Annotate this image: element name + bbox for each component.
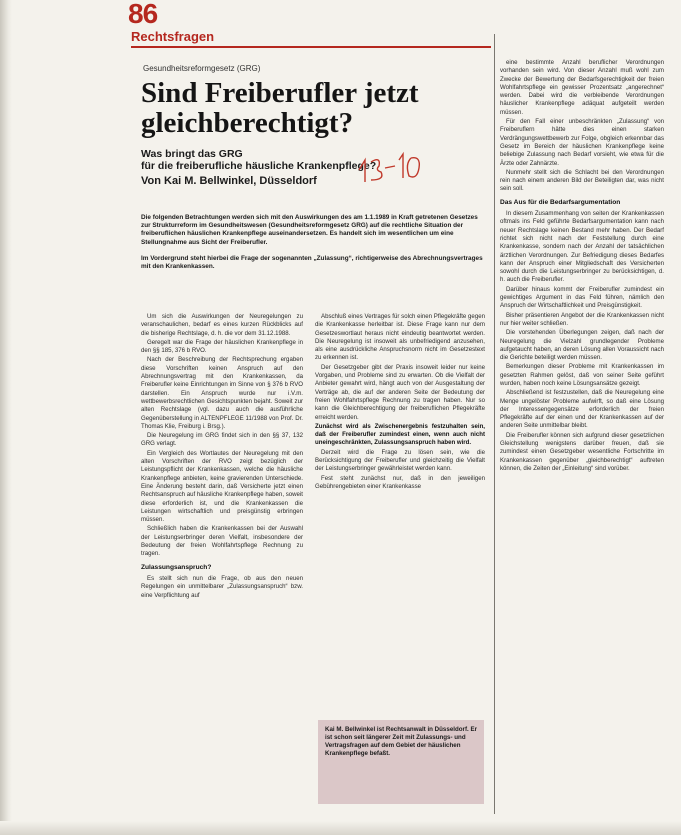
body-paragraph: Der Gesetzgeber gibt der Praxis insoweit leider nur keine Vorgaben, und Probleme sind zu erwarten. Ob die Vielfalt der Anbieter gewahrt wird, hängt auch von der Ausgestaltung der Verträge ab, die auf der anderen Seite der Bedeutung der freien Wohlfahrtspflege Rechnung zu tragen haben. Nur so kann die Gleichberechtigung der freiberuflichen Pflegekräfte erreicht werden. xyxy=(315,363,485,421)
author-info-box: Kai M. Bellwinkel ist Rechtsanwalt in Düsseldorf. Er ist schon seit längerer Zeit mit Zulassungs- und Vertragsfragen auf dem Gebiet der häuslichen Krankenpflege befaßt. xyxy=(318,720,484,804)
section-title: Rechtsfragen xyxy=(131,29,215,44)
body-paragraph: Die Freiberufler können sich aufgrund dieser gesetzlichen Gleichstellung wenigstens darüber freuen, daß sie zumindest einen Gesetzgeber wesentliche Fortschritte im Krankenkassen gegenüber „gleichberechtigt“ auftreten können, die Zeiten der „Einleitung“ sind vorüber. xyxy=(500,431,664,472)
body-paragraph: Die Neuregelung im GRG findet sich in den §§ 37, 132 GRG verlagt. xyxy=(141,432,303,448)
handwritten-note-icon xyxy=(355,148,425,188)
body-paragraph: Abschluß eines Vertrages für solch einen Pflegekräfte gegen die Krankenkasse herleitbar ist. Diese Frage kann nur dem Gesetzeswortlaut heraus nicht eindeutig beantwortet werden. Die Neuregelung ist insoweit als unbefriedigend anzusehen, als eine ausdrückliche Anspruchsnorm nicht im Gesetzestext zu erkennen ist. xyxy=(315,313,485,362)
body-paragraph: Abschließend ist festzustellen, daß die Neuregelung eine Menge ungelöster Probleme aufwirft, so daß eine Lösung der Interessengegensätze erforderlich der freien Pflegekräfte auf der einen und der Krankenkassen auf der anderen Seite unmittelbar bleibt. xyxy=(500,389,664,430)
body-paragraph: Nunmehr stellt sich die Schlacht bei den Verordnungen rein nach einem anderen Bild der Beteiligten dar, was nicht sein soll. xyxy=(500,168,664,193)
body-paragraph: Geregelt war die Frage der häuslichen Krankenpflege in den §§ 185, 376 b RVO. xyxy=(141,338,303,355)
subtitle-line: Was bringt das GRG xyxy=(141,148,243,160)
subheading: Zulassungsanspruch? xyxy=(141,563,212,571)
body-paragraph: In diesem Zusammenhang von seiten der Krankenkassen oftmals ins Feld geführte Bedarfsargumentation kann nach neuer Rechtslage keinen Bestand mehr haben. Der Bedarf richtet sich nicht nach der Feststellung durch eine Krankenkasse, sondern nach der Anzahl der tatsächlichen ärztlichen Verordnungen. Zur Befriedigung dieses Bedarfes kann der Anspruch einer Mitgliedschaft des Versicherten sowohl durch die Leistungserbringer zu berücksichtigen, d. h. auch die Freiberufler. xyxy=(500,210,664,284)
lead-paragraph: Die folgenden Betrachtungen werden sich mit den Auswirkungen des am 1.1.1989 in Kraft getretenen Gesetzes zur Strukturreform im Gesundheitswesen (Gesundheitsreformgesetz GRG) auf die rechtliche Situation der freiberuflichen häuslichen Krankenpflege auseinandersetzen. Es handelt sich im wesentlichen um eine Stellungnahme aus Sicht der Freiberufler. xyxy=(141,214,478,246)
body-paragraph: eine bestimmte Anzahl beruflicher Verordnungen vorhanden sein wird. Von dieser Anzahl muß wohl zum Zwecke der Bewertung der Bedarfsgerechtigkeit der freien Wohlfahrtspflege ein gewisser Prozentsatz „angerechnet“ werden. Dabei wird die verbleibende Verordnungen häuslicher Krankenpflege adäquat aufgeteilt werden müssen. xyxy=(500,59,664,116)
section-divider xyxy=(131,46,491,48)
body-paragraph: Bemerkungen dieser Probleme mit Krankenkassen im gesetzten Rahmen gelöst, daß von seiner Seite geführt wurden, haben noch keine Lösungsansätze gezeigt. xyxy=(500,363,664,387)
text-column-1 xyxy=(141,313,303,601)
text-column-2 xyxy=(315,313,485,492)
body-paragraph: Die vorstehenden Überlegungen zeigen, daß nach der Neuregelung die Vielzahl grundlegender Probleme aufgetaucht haben, an deren Lösung allen Voraussicht nach die Gerichte beteiligt werden müssen. xyxy=(500,329,664,362)
lead-paragraph: Im Vordergrund steht hierbei die Frage der sogenannten „Zulassung“, richtigerweise des Abrechnungsvertrages mit den Krankenkassen. xyxy=(141,254,483,271)
body-paragraph: Für den Fall einer unbeschränkten „Zulassung“ von Freiberuflern hätte dies einen starken Verdrängungswettbewerb zur Folge, obgleich erkennbar das Gesetz im Bereich der häuslichen Krankenpflege keine beliebige Zulassung nach Bedarf vorsieht, wie etwa für die Ärzte oder Zahnärzte. xyxy=(500,118,664,167)
body-paragraph: Nach der Beschreibung der Rechtsprechung ergaben diese Vorschriften keinen Anspruch auf den Abrechnungsvertrag mit den Krankenkassen, da Freiberufler keine Einrichtungen im Sinne von § 376 b RVO darstellen. Ein Anspruch wurde nur i.V.m. wettbewerbsrechtlichen Gesichtspunkten bejaht. Soweit zur alten Rechtslage (vgl. dazu auch die ausführliche Gegenüberstellung in ALTENPFLEGE 11/1988 von Prof. Dr. Thomas Klie, Freiburg i. Brsg.). xyxy=(141,356,303,430)
article-kicker: Gesundheitsreformgesetz (GRG) xyxy=(143,64,261,73)
article-title: Sind Freiberufler jetzt gleichberechtigt? xyxy=(141,77,419,139)
text-column-3 xyxy=(500,59,664,474)
article-lead xyxy=(141,214,486,271)
body-paragraph: Um sich die Auswirkungen der Neuregelungen zu veranschaulichen, bedarf es eines kurzen Rückblicks auf die bisherige Rechtslage, d. h. die vor dem 31.12.1988. xyxy=(141,313,303,337)
body-paragraph: Es stellt sich nun die Frage, ob aus den neuen Regelungen ein unmittelbarer „Zulassungsanspruch“ bzw. eine Verpflichtung auf xyxy=(141,574,303,599)
body-paragraph: Derzeit wird die Frage zu lösen sein, wie die Berücksichtigung der Freiberufler und gleichzeitig die Vielfalt der Leistungserbringer gewährleistet werden kann. xyxy=(315,448,485,473)
body-paragraph: Bisher präsentieren Angebot der die Krankenkassen nicht nur hier weiter schließen. xyxy=(500,311,664,327)
page-binding-edge xyxy=(0,0,12,835)
highlight-paragraph: Zunächst wird als Zwischenergebnis festzuhalten sein, daß der Freiberufler zumindest einen, wenn auch nicht uneingeschränkten, Zulassungsanspruch haben wird. xyxy=(315,422,485,447)
article-subtitle xyxy=(141,148,486,172)
page-number: 86 xyxy=(128,0,158,29)
subtitle-line: für die freiberufliche häusliche Krankenpflege? xyxy=(141,160,377,172)
body-paragraph: Schließlich haben die Krankenkassen bei der Auswahl der Leistungserbringer deren Vielfalt, insbesondere der Bedeutung der freien Wohlfahrtspflege Rechnung zu tragen. xyxy=(141,525,303,558)
article-author: Von Kai M. Bellwinkel, Düsseldorf xyxy=(141,175,317,187)
column-divider xyxy=(494,34,495,814)
page-bottom-shadow xyxy=(0,821,681,835)
body-paragraph: Ein Vergleich des Wortlautes der Neuregelung mit den alten Vorschriften der RVO zeigt bezüglich der Leistungspflicht der Krankenkassen, welche die häusliche Krankenpflege anbieten, keine gravierenden Unterschiede. Eine Änderung besteht darin, daß Versicherte jetzt einen Rechtsanspruch auf häusliche Krankenpflege haben, soweit diese erforderlich ist, und die Krankenkassen die Leistungen wirtschaftlich und preisgünstig erbringen müssen. xyxy=(141,449,303,524)
subheading: Das Aus für die Bedarfsargumentation xyxy=(500,198,621,206)
body-paragraph: Darüber hinaus kommt der Freiberufler zumindest ein gewichtiges Argument in das Feld führen, nämlich den Anspruch der Wirtschaftlichkeit und Preisgünstigkeit. xyxy=(500,285,664,310)
body-paragraph: Fest steht zunächst nur, daß in den jeweiligen Gebührengebieten einer Krankenkasse xyxy=(315,474,485,490)
